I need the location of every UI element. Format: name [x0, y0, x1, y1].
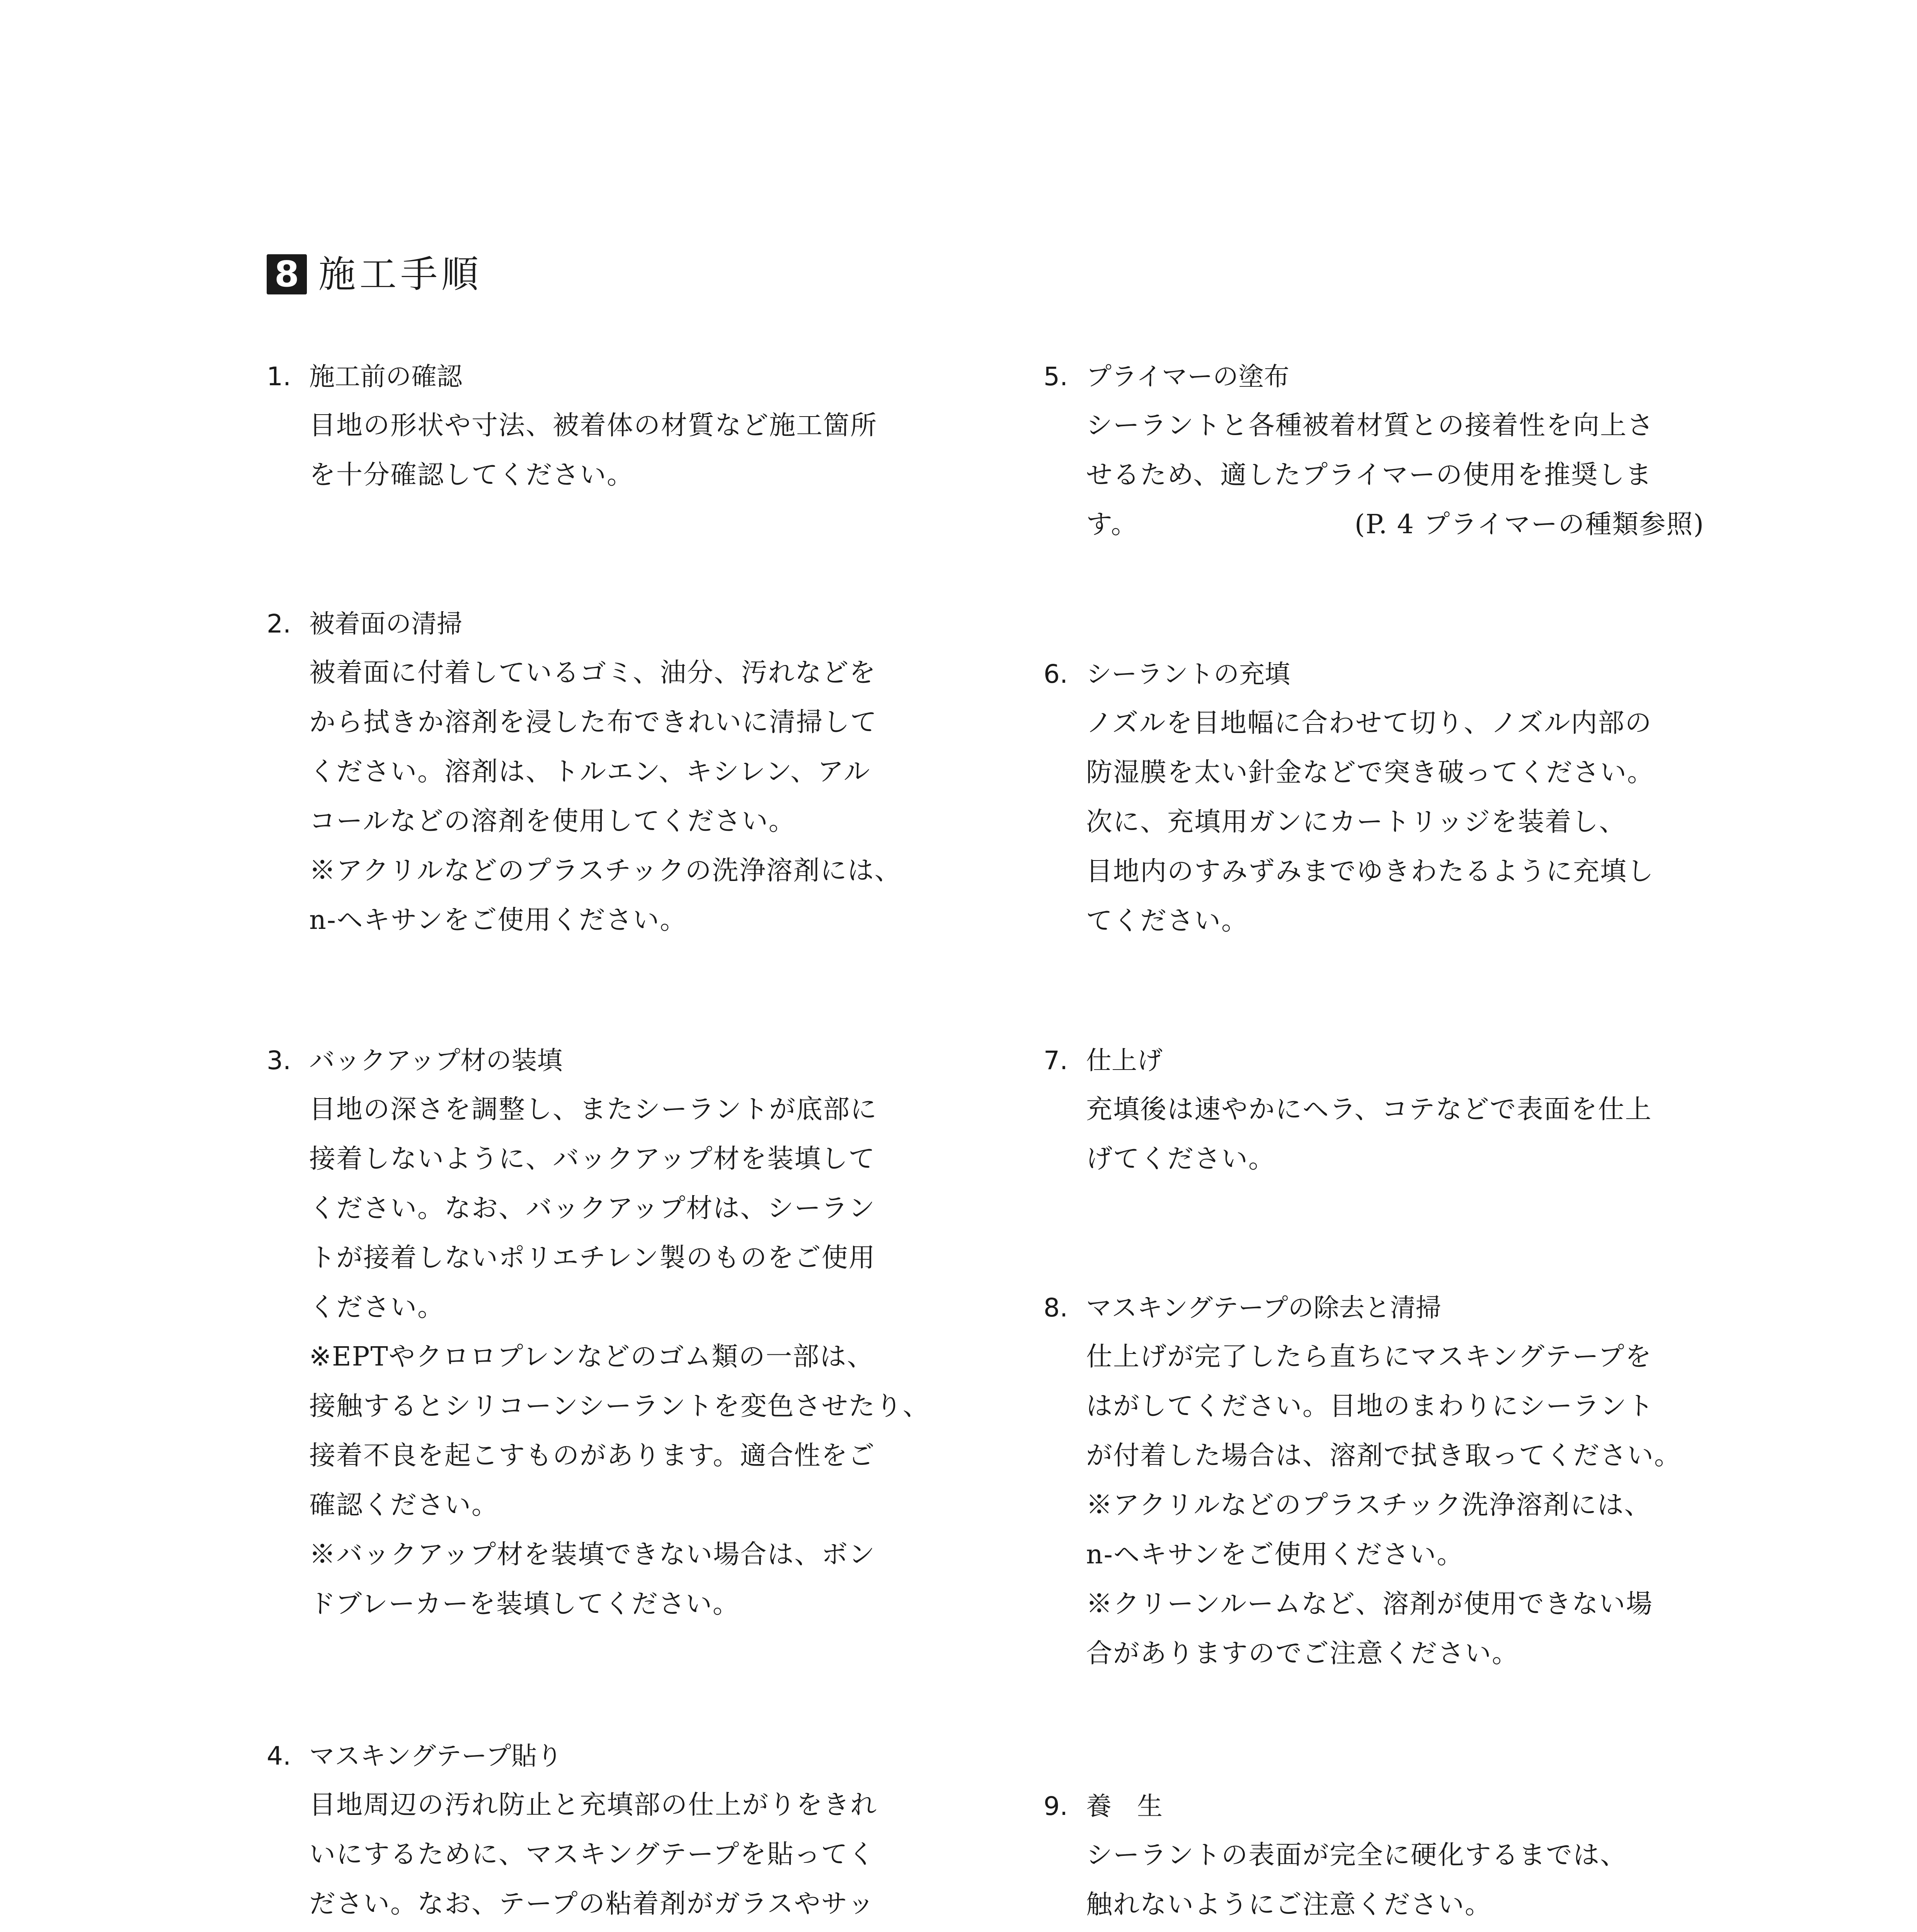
body-line: ださい。なお、テープの粘着剤がガラスやサッ	[309, 1889, 875, 1919]
primer-reference-note: (P. 4 プライマーの種類参照)	[1354, 509, 1704, 540]
body-line: 仕上げが完了したら直ちにマスキングテープを	[1086, 1342, 1652, 1372]
body-line: ※クリーンルームなど、溶剤が使用できない場	[1086, 1589, 1653, 1619]
body-line: いにするために、マスキングテープを貼ってく	[309, 1839, 875, 1870]
body-line: ※EPTやクロロプレンなどのゴム類の一部は、	[309, 1342, 874, 1372]
section-heading	[1044, 359, 1704, 394]
section-number-badge: 8	[267, 254, 307, 294]
section-heading	[267, 359, 877, 394]
body-line: 目地の深さを調整し、またシーラントが底部に	[309, 1094, 878, 1125]
section-5	[1044, 359, 1704, 549]
body-line: ※バックアップ材を装填できない場合は、ボン	[309, 1539, 876, 1570]
section-body	[309, 1085, 930, 1629]
body-line	[1086, 500, 1704, 549]
section-2	[267, 607, 902, 945]
body-line: 目地の形状や寸法、被着体の材質など施工箇所	[309, 410, 878, 441]
body-line: はがしてください。目地のまわりにシーラント	[1086, 1391, 1655, 1422]
section-title: プライマーの塗布	[1086, 362, 1290, 391]
section-title: 仕上げ	[1086, 1046, 1163, 1075]
section-body	[309, 401, 877, 500]
body-line: 触れないようにご注意ください。	[1086, 1889, 1492, 1920]
body-line: 被着面に付着しているゴミ、油分、汚れなどを	[309, 658, 877, 688]
section-heading	[1044, 1789, 1627, 1824]
body-line: 接触するとシリコーンシーラントを変色させたり、	[309, 1391, 930, 1422]
body-line: ください。溶剤は、トルエン、キシレン、アル	[309, 757, 871, 787]
body-line: 目地内のすみずみまでゆきわたるように充填し	[1086, 856, 1655, 887]
body-line: ※アクリルなどのプラスチックの洗浄溶剤には、	[309, 855, 902, 886]
section-body	[309, 648, 902, 945]
section-body	[1086, 1332, 1681, 1679]
section-heading	[1044, 657, 1654, 692]
page-title-text: 施工手順	[318, 253, 482, 296]
section-number: 2.	[267, 609, 291, 639]
body-line: 充填後は速やかにヘラ、コテなどで表面を仕上	[1086, 1094, 1652, 1125]
section-1	[267, 359, 877, 500]
section-3	[267, 1043, 930, 1629]
section-7	[1044, 1043, 1652, 1184]
section-title: マスキングテープ貼り	[309, 1741, 562, 1771]
section-number: 6.	[1044, 659, 1068, 689]
section-body	[1086, 1085, 1652, 1184]
body-line: が付着した場合は、溶剤で拭き取ってください。	[1086, 1440, 1682, 1471]
section-4	[267, 1739, 877, 1932]
body-line: せるため、適したプライマーの使用を推奨しま	[1086, 460, 1653, 490]
section-title: マスキングテープの除去と清掃	[1086, 1293, 1441, 1323]
section-number: 3.	[267, 1046, 291, 1075]
body-line: ドブレーカーを装填してください。	[309, 1589, 740, 1619]
body-line: 接着不良を起こすものがあります。適合性をご	[309, 1440, 875, 1471]
section-heading	[267, 607, 902, 641]
body-line: ください。	[309, 1292, 445, 1323]
body-line: シーラントの表面が完全に硬化するまでは、	[1086, 1840, 1628, 1871]
body-line: 確認ください。	[309, 1490, 499, 1520]
section-heading	[1044, 1043, 1652, 1078]
section-6	[1044, 657, 1654, 946]
body-line: コールなどの溶剤を使用してください。	[309, 806, 796, 837]
body-line: ※アクリルなどのプラスチック洗浄溶剤には、	[1086, 1490, 1651, 1520]
body-line: 次に、充填用ガンにカートリッジを装着し、	[1086, 807, 1626, 837]
body-line: シーラントと各種被着材質との接着性を向上さ	[1086, 410, 1655, 441]
section-title: 施工前の確認	[309, 362, 462, 391]
section-heading	[1044, 1291, 1681, 1325]
body-line: てください。	[1086, 906, 1249, 936]
body-line-end: す。	[1086, 509, 1138, 540]
body-line: トが接着しないポリエチレン製のものをご使用	[309, 1243, 876, 1273]
section-number: 9.	[1044, 1791, 1068, 1821]
body-line: n-ヘキサンをご使用ください。	[1086, 1539, 1464, 1570]
section-body	[1086, 401, 1704, 549]
section-number: 4.	[267, 1741, 291, 1771]
section-number: 5.	[1044, 362, 1068, 391]
body-line: ノズルを目地幅に合わせて切り、ノズル内部の	[1086, 708, 1652, 738]
section-heading	[267, 1739, 877, 1774]
section-9	[1044, 1789, 1627, 1930]
section-title: 養 生	[1086, 1791, 1163, 1821]
body-line: 防湿膜を太い針金などで突き破ってください。	[1086, 757, 1655, 788]
body-line: 目地周辺の汚れ防止と充填部の仕上がりをきれ	[309, 1790, 878, 1820]
body-line: げてください。	[1086, 1144, 1276, 1174]
body-line: から拭きか溶剤を浸した布できれいに清掃して	[309, 707, 878, 738]
section-body	[1086, 699, 1654, 946]
section-title: バックアップ材の装填	[309, 1046, 563, 1075]
section-number: 7.	[1044, 1046, 1068, 1075]
body-line: 接着しないように、バックアップ材を装填して	[309, 1144, 876, 1174]
section-number: 8.	[1044, 1293, 1068, 1323]
section-8	[1044, 1291, 1681, 1679]
section-heading	[267, 1043, 930, 1078]
section-number: 1.	[267, 362, 291, 391]
body-line: ください。なお、バックアップ材は、シーラン	[309, 1193, 876, 1224]
section-title: 被着面の清掃	[309, 609, 462, 639]
page-title	[267, 251, 482, 298]
body-line: n-ヘキサンをご使用ください。	[309, 905, 687, 935]
section-body	[309, 1781, 877, 1932]
section-body	[1086, 1831, 1627, 1930]
body-line: を十分確認してください。	[309, 460, 634, 490]
body-line: 合がありますのでご注意ください。	[1086, 1638, 1519, 1669]
section-title: シーラントの充填	[1086, 659, 1290, 689]
body-line	[309, 1929, 877, 1932]
